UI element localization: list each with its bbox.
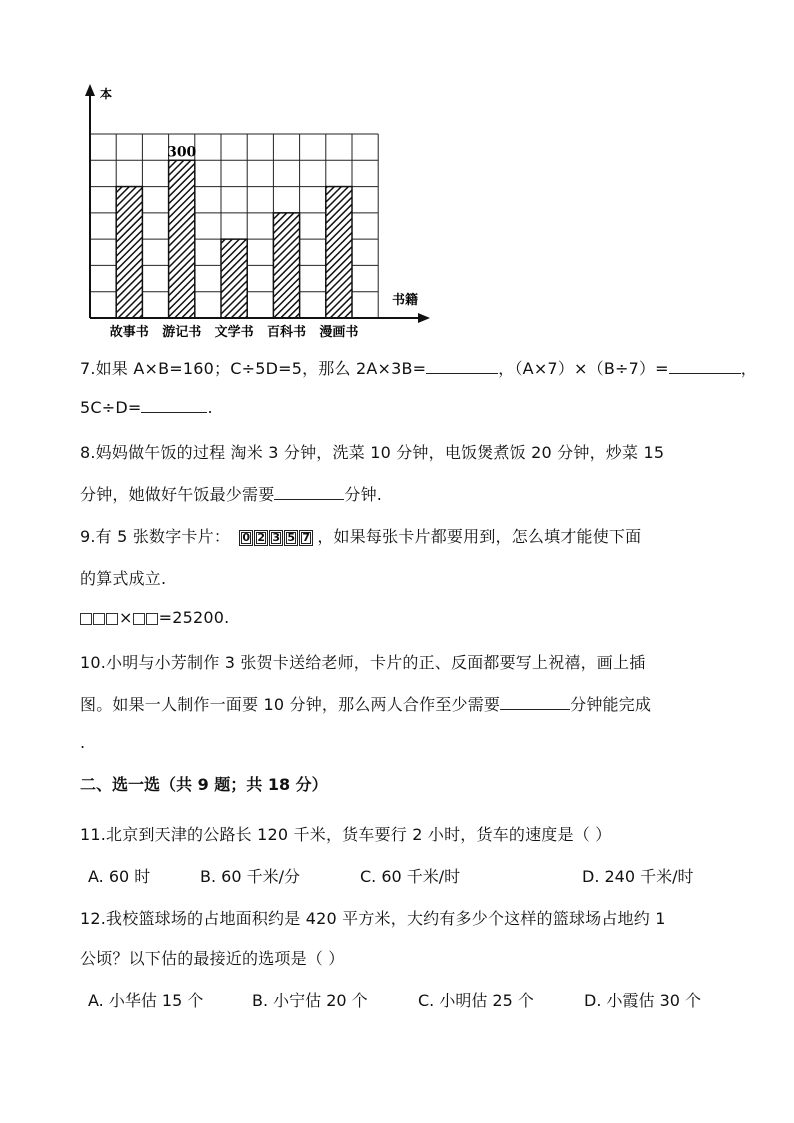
question-7-text-d: 5C÷D=	[80, 398, 142, 417]
section-2-title: 二、选一选（共 9 题；共 18 分）	[80, 775, 328, 794]
question-9-line-1	[80, 524, 641, 547]
x-axis-arrow	[418, 313, 430, 323]
x-tick-label: 漫画书	[319, 325, 359, 340]
y-axis-label: 本	[100, 87, 113, 101]
answer-blank[interactable]	[274, 485, 344, 500]
q12-option-b[interactable]: B. 小宁估 20 个	[252, 991, 368, 1010]
question-7-text-a: 7.如果 A×B=160；C÷5D=5，那么 2A×3B=	[80, 359, 427, 378]
question-7-line-2	[80, 398, 213, 417]
q12-option-c[interactable]: C. 小明估 25 个	[418, 991, 534, 1010]
answer-blank[interactable]	[500, 695, 570, 710]
number-card: 3	[269, 530, 283, 546]
question-7-text-e: .	[207, 398, 213, 417]
times-sign: ×	[119, 608, 133, 627]
question-7-text-b: ，（A×7）×（B÷7）=	[498, 359, 669, 378]
bar-游记书	[169, 160, 195, 318]
bar-故事书	[116, 187, 142, 318]
x-axis-label: 书籍	[392, 293, 419, 308]
question-9-equation	[80, 608, 229, 627]
question-10-text-end: 分钟能完成	[570, 695, 652, 714]
question-9-result: =25200.	[158, 608, 230, 627]
question-10-line-3: .	[80, 733, 86, 752]
question-9-line-2: 的算式成立.	[80, 569, 167, 588]
digit-box[interactable]	[106, 613, 118, 625]
bar-文学书	[221, 239, 247, 318]
question-8-text: 分钟，她做好午饭最少需要	[80, 485, 275, 504]
question-9-text: 9.有 5 张数字卡片：	[80, 527, 231, 546]
question-7-text-c: ，	[740, 359, 757, 378]
answer-blank[interactable]	[426, 359, 498, 374]
x-tick-label: 游记书	[162, 325, 202, 340]
bar-漫画书	[326, 187, 352, 318]
number-card: 5	[284, 530, 298, 546]
digit-box[interactable]	[93, 613, 105, 625]
q11-option-a[interactable]: A. 60 时	[88, 867, 151, 886]
question-8-text-end: 分钟.	[344, 485, 383, 504]
answer-blank[interactable]	[141, 398, 207, 413]
q11-option-d[interactable]: D. 240 千米/时	[582, 867, 694, 886]
number-card: 0	[239, 530, 253, 546]
number-card: 2	[254, 530, 268, 546]
question-11-text: 11.北京到天津的公路长 120 千米，货车要行 2 小时，货车的速度是（ ）	[80, 825, 612, 844]
question-12-line-2: 公顷？以下估的最接近的选项是（ ）	[80, 949, 345, 968]
q11-option-b[interactable]: B. 60 千米/分	[200, 867, 300, 886]
question-10-line-1: 10.小明与小芳制作 3 张贺卡送给老师，卡片的正、反面都要写上祝禧，画上插	[80, 653, 646, 672]
answer-blank[interactable]	[669, 359, 741, 374]
data-label: 300	[167, 144, 197, 161]
question-12-line-1: 12.我校篮球场的占地面积约是 420 平方米，大约有多少个这样的篮球场占地约 1	[80, 909, 666, 928]
x-tick-label: 文学书	[214, 325, 254, 340]
digit-box[interactable]	[146, 613, 158, 625]
number-cards	[239, 530, 313, 546]
bar-chart-svg	[60, 78, 450, 348]
bar-百科书	[273, 213, 299, 318]
digit-box[interactable]	[80, 613, 92, 625]
x-tick-label: 百科书	[266, 325, 307, 340]
question-10-text: 图。如果一人制作一面要 10 分钟，那么两人合作至少需要	[80, 695, 501, 714]
number-card: 7	[299, 530, 313, 546]
question-7-line-1	[80, 356, 757, 379]
digit-box[interactable]	[133, 613, 145, 625]
q12-option-a[interactable]: A. 小华估 15 个	[88, 991, 204, 1010]
x-tick-label: 故事书	[109, 325, 149, 340]
q11-option-c[interactable]: C. 60 千米/时	[360, 867, 461, 886]
y-axis-arrow	[85, 84, 95, 96]
question-8-line-1: 8.妈妈做午饭的过程 淘米 3 分钟，洗菜 10 分钟，电饭煲煮饭 20 分钟，炒菜 15	[80, 443, 665, 462]
question-8-line-2	[80, 482, 382, 505]
question-10-line-2	[80, 692, 651, 715]
question-9-text-end: ，如果每张卡片都要用到，怎么填才能使下面	[317, 527, 642, 546]
q12-option-d[interactable]: D. 小霞估 30 个	[584, 991, 702, 1010]
bar-chart	[60, 78, 450, 348]
